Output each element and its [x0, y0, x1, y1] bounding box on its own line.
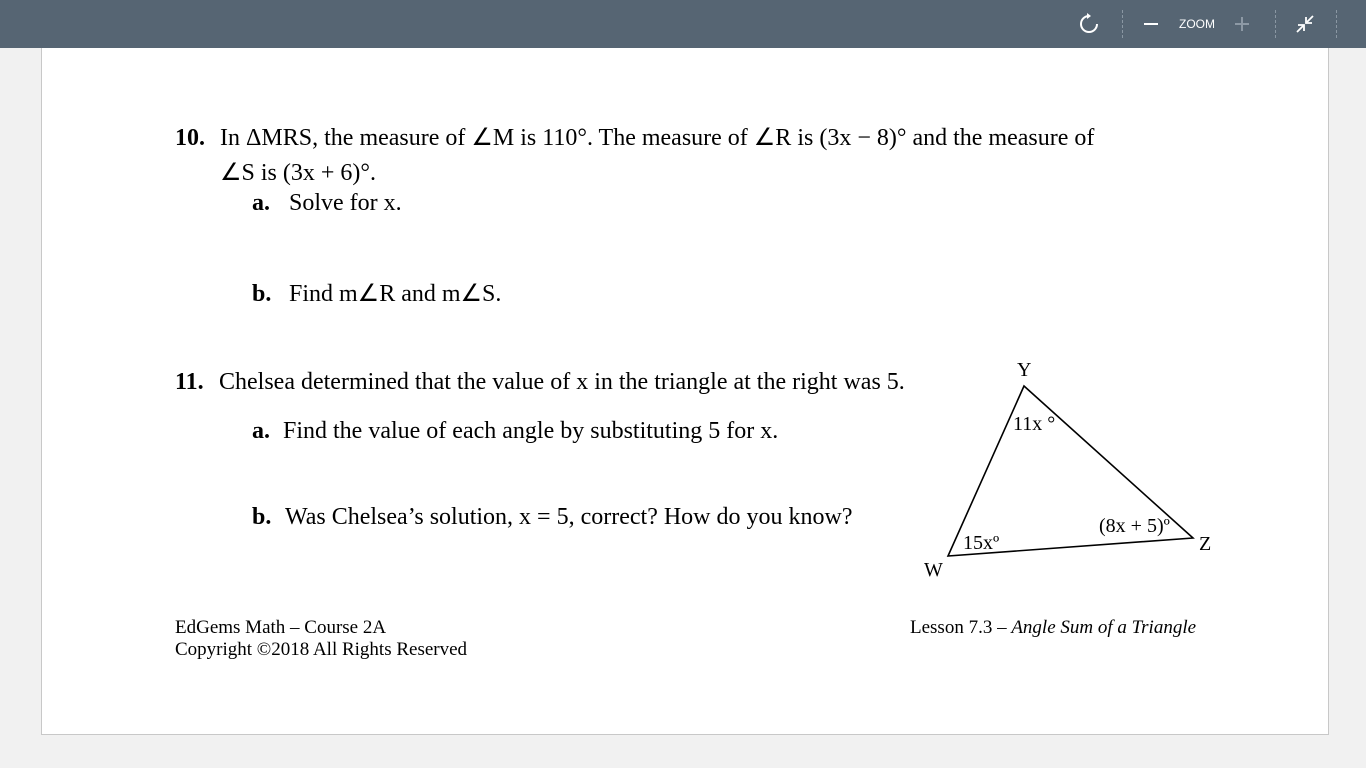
- q11-number: 11.: [175, 369, 204, 395]
- footer-course: EdGems Math – Course 2A: [175, 617, 387, 638]
- q11a-label: a.: [252, 418, 270, 444]
- zoom-out-button[interactable]: [1136, 0, 1166, 48]
- collapse-icon: [1296, 15, 1314, 33]
- footer-copyright: Copyright ©2018 All Rights Reserved: [175, 639, 468, 660]
- q10a-label: a.: [252, 190, 270, 216]
- vertex-z-label: Z: [1199, 533, 1212, 555]
- zoom-label: ZOOM: [1179, 17, 1215, 31]
- q11-line1: Chelsea determined that the value of x in the triangle at the right was 5.: [219, 369, 905, 395]
- toolbar-divider: [1336, 10, 1337, 38]
- q10b-text: Find m∠R and m∠S.: [289, 281, 502, 307]
- vertex-w-label: W: [924, 559, 943, 581]
- footer-lesson-prefix: Lesson 7.3 –: [910, 617, 1012, 638]
- angle-y-label: 11x °: [1013, 413, 1056, 435]
- q10a-text: Solve for x.: [289, 190, 402, 216]
- q11b-label: b.: [252, 504, 272, 530]
- angle-z-label: (8x + 5)º: [1099, 515, 1170, 537]
- rotate-button[interactable]: [1073, 0, 1105, 48]
- minus-icon: [1143, 16, 1159, 32]
- viewer-toolbar: [0, 0, 1366, 48]
- footer-lesson: [910, 618, 1196, 637]
- toolbar-divider: [1122, 10, 1123, 38]
- q10b-label: b.: [252, 281, 272, 307]
- q10-number: 10.: [175, 125, 205, 151]
- toolbar-divider: [1275, 10, 1276, 38]
- vertex-y-label: Y: [1017, 359, 1032, 381]
- q11a-text: Find the value of each angle by substituting 5 for x.: [283, 418, 779, 444]
- q10-line1: In ΔMRS, the measure of ∠M is 110°. The measure of ∠R is (3x − 8)° and the measure of: [220, 125, 1095, 151]
- footer-lesson-title: Angle Sum of a Triangle: [1011, 617, 1197, 638]
- collapse-button[interactable]: [1290, 0, 1320, 48]
- q11b-text: Was Chelsea’s solution, x = 5, correct? How do you know?: [285, 504, 853, 530]
- rotate-icon: [1078, 13, 1100, 35]
- document-page: [41, 48, 1329, 735]
- zoom-in-button[interactable]: [1227, 0, 1257, 48]
- q10-line2: ∠S is (3x + 6)°.: [220, 160, 376, 186]
- plus-icon: [1234, 16, 1250, 32]
- angle-w-label: 15xº: [963, 532, 1000, 554]
